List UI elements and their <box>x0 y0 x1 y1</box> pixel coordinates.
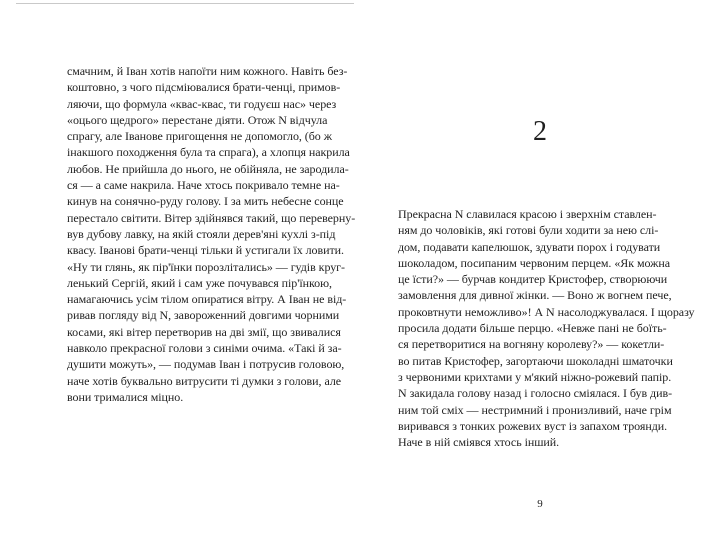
text-line: шоколадом, посипаним червоним перцем. «Як можна <box>398 255 671 270</box>
left-page-body-text <box>67 63 356 405</box>
page-number: 9 <box>537 498 543 510</box>
text-line: ленький Сергій, який і сам уже почувався пір'їнкою, <box>67 275 332 290</box>
text-line: ривав погляду від N, завороженний довгими чорними <box>67 308 340 323</box>
text-line: спрагу, але Іванове пригощення не допомогло, (бо ж <box>67 129 332 144</box>
text-line: косами, які вітер перетворив на дві змії, що звивалися <box>67 324 341 339</box>
text-line: вони трималися міцно. <box>67 389 184 404</box>
text-line: наче хотів буквально витрусити ті думки з голови, але <box>67 373 342 388</box>
text-line: смачним, й Іван хотів напоїти ним кожного. Навіть без- <box>67 64 348 78</box>
text-line: во питав Кристофер, загортаючи шоколадні шматочки <box>398 353 673 368</box>
text-line: «Ну ти глянь, як пір'їнки порозлітались» — гудів круг- <box>67 259 345 274</box>
text-line: ся перетворитися на вогняну королеву?» — кокетли- <box>398 337 665 352</box>
text-line: Прекрасна N славилася красою і зверхнім ставлен- <box>398 207 657 221</box>
text-line: ням до чоловіків, які готові були ходити за нею слі- <box>398 223 659 238</box>
right-page-body-text <box>398 206 695 450</box>
text-line: ся — а саме накрила. Наче хтось покривало темне на- <box>67 178 340 193</box>
text-line: квасу. Іванові брати-ченці тільки й устигали їх ловити. <box>67 243 345 258</box>
text-line: душити можуть», — подумав Іван і потрусив головою, <box>67 357 345 372</box>
text-line: намагаючись усім тілом опиратися вітру. А Іван не від- <box>67 292 347 307</box>
text-line: проковтнути неможливо»! А N насолоджувалася. І щоразу <box>398 304 695 319</box>
text-line: навколо прекрасної голови з синіми очима. «Такі й за- <box>67 341 342 356</box>
text-line: Наче в ній сміявся хтось інший. <box>398 435 560 450</box>
left-page-top-edge <box>16 3 354 4</box>
text-line: з червоними крихтами у м'який ніжно-рожевий папір. <box>398 369 672 384</box>
text-line: це їсти?» — бурчав кондитер Кристофер, створюючи <box>398 272 668 287</box>
text-line: ляючи, що формула «квас-квас, ти годуєш нас» через <box>67 96 337 111</box>
text-line: інакшого походження була та спрага), а хлопця накрила <box>67 145 350 160</box>
text-line: ним той сміх — нестримний і пронизливий, наче грім <box>398 402 672 417</box>
text-line: кинув на сонячно-руду голову. І за мить небесне сонце <box>67 194 344 209</box>
text-line: замовлення для дивної жінки. — Воно ж вогнем пече, <box>398 288 672 303</box>
text-line: «оцього щедрого» перестане діяти. Отож N відчула <box>67 112 328 127</box>
text-line: коштовно, з чого підсміювалися брати-ченці, примов- <box>67 80 341 95</box>
text-line: вув дубову лавку, на якій стояли дерев'яні кухлі з-під <box>67 226 336 241</box>
text-line: виривався з тонких рожевих вуст із запахом троянди. <box>398 418 668 433</box>
text-line: дом, подавати капелюшок, здувати порох і годувати <box>398 239 661 254</box>
text-line: просила додати більше перцю. «Невже пані не боїть- <box>398 321 667 336</box>
text-line: N закидала голову назад і голосно сміялася. І був див- <box>398 386 673 401</box>
chapter-number: 2 <box>533 116 547 147</box>
text-line: перестало світити. Вітер здійнявся такий, що переверну- <box>67 210 356 225</box>
text-line: любов. Не прийшла до нього, не обійняла, не зародила- <box>67 161 349 176</box>
